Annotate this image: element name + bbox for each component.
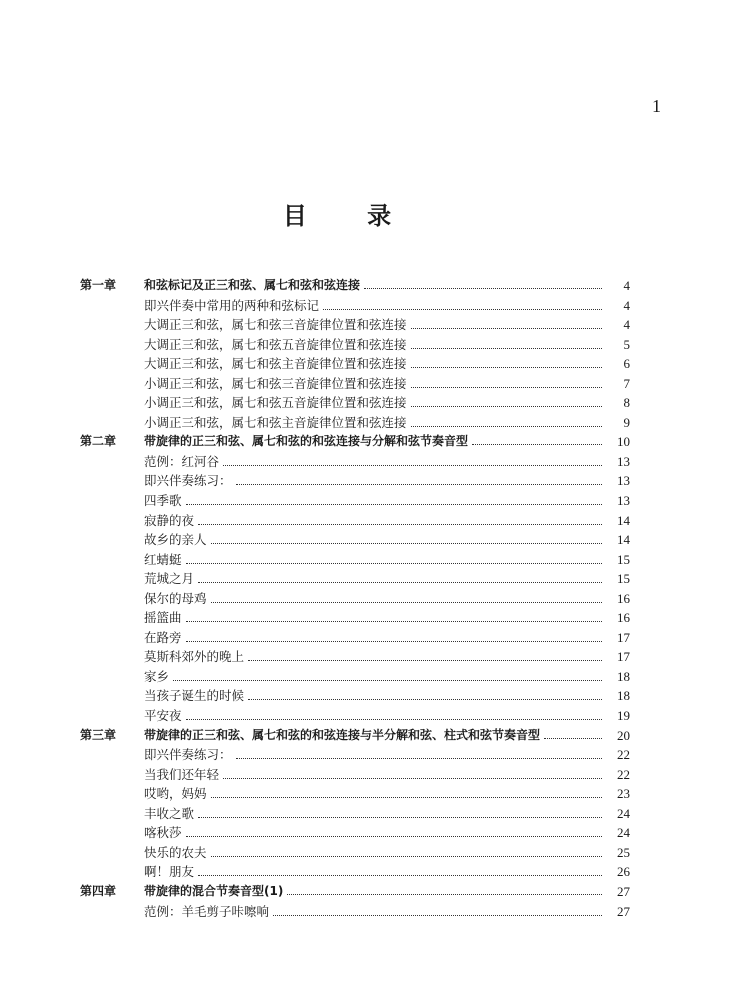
table-of-contents bbox=[80, 276, 630, 921]
page-ref: 7 bbox=[623, 375, 630, 391]
entry-title: 即兴伴奏中常用的两种和弦标记 bbox=[144, 297, 320, 313]
dot-leader bbox=[198, 582, 602, 583]
page-ref: 19 bbox=[617, 708, 630, 724]
toc-entry bbox=[144, 511, 602, 531]
chapter-label: 第四章 bbox=[80, 883, 117, 898]
dot-leader bbox=[186, 836, 602, 837]
toc-entry-row bbox=[80, 608, 630, 628]
page-ref: 16 bbox=[617, 610, 630, 626]
toc-entry-row bbox=[80, 550, 630, 570]
dot-leader bbox=[411, 406, 602, 407]
dot-leader bbox=[248, 699, 602, 700]
toc-entry bbox=[144, 765, 602, 785]
chapter-title: 带旋律的正三和弦、属七和弦的和弦连接与分解和弦节奏音型 bbox=[144, 434, 469, 449]
entry-title: 快乐的农夫 bbox=[144, 844, 207, 860]
page-ref: 22 bbox=[617, 747, 630, 763]
dot-leader bbox=[211, 856, 602, 857]
dot-leader bbox=[186, 563, 602, 564]
toc-chapter-row bbox=[80, 432, 630, 452]
page-ref: 18 bbox=[617, 688, 630, 704]
toc-entry bbox=[144, 686, 602, 706]
toc-entry bbox=[144, 667, 602, 687]
entry-title: 即兴伴奏练习： bbox=[144, 473, 232, 489]
toc-entry-row bbox=[80, 393, 630, 413]
toc-entry-row bbox=[80, 784, 630, 804]
entry-title: 喀秋莎 bbox=[144, 825, 182, 841]
toc-entry-row bbox=[80, 491, 630, 511]
entry-title: 即兴伴奏练习： bbox=[144, 747, 232, 763]
entry-title: 大调正三和弦，属七和弦三音旋律位置和弦连接 bbox=[144, 317, 407, 333]
entry-title: 故乡的亲人 bbox=[144, 532, 207, 548]
toc-entry bbox=[144, 823, 602, 843]
toc-chapter-row bbox=[80, 882, 630, 902]
toc-entry-row bbox=[80, 843, 630, 863]
toc-entry-row bbox=[80, 315, 630, 335]
dot-leader bbox=[411, 426, 602, 427]
toc-entry-row bbox=[80, 902, 630, 922]
entry-title: 家乡 bbox=[144, 668, 170, 684]
toc-chapter-row bbox=[80, 726, 630, 746]
toc-entry-row bbox=[80, 804, 630, 824]
toc-entry-row bbox=[80, 530, 630, 550]
dot-leader bbox=[186, 621, 602, 622]
toc-entry bbox=[144, 862, 602, 882]
toc-entry bbox=[144, 647, 602, 667]
toc-entry bbox=[144, 413, 602, 433]
toc-entry bbox=[144, 550, 602, 570]
entry-title: 在路旁 bbox=[144, 629, 182, 645]
toc-entry-row bbox=[80, 862, 630, 882]
toc-entry bbox=[144, 432, 602, 452]
toc-entry-row bbox=[80, 667, 630, 687]
dot-leader bbox=[223, 778, 602, 779]
page-ref: 17 bbox=[617, 649, 630, 665]
chapter-label: 第二章 bbox=[80, 434, 117, 449]
page-ref: 20 bbox=[617, 727, 630, 743]
entry-title: 小调正三和弦，属七和弦三音旋律位置和弦连接 bbox=[144, 375, 407, 391]
page-title: 目 录 bbox=[282, 202, 418, 230]
page-ref: 18 bbox=[617, 668, 630, 684]
page-ref: 24 bbox=[617, 825, 630, 841]
toc-entry bbox=[144, 726, 602, 746]
page-ref: 27 bbox=[617, 883, 630, 899]
page-ref: 10 bbox=[617, 434, 630, 450]
dot-leader bbox=[186, 504, 602, 505]
toc-entry bbox=[144, 843, 602, 863]
toc-entry bbox=[144, 745, 602, 765]
entry-title: 范例：羊毛剪子咔嚓响 bbox=[144, 903, 270, 919]
entry-title: 小调正三和弦，属七和弦主音旋律位置和弦连接 bbox=[144, 414, 407, 430]
page-ref: 13 bbox=[617, 493, 630, 509]
toc-entry bbox=[144, 784, 602, 804]
toc-entry bbox=[144, 706, 602, 726]
dot-leader bbox=[323, 309, 602, 310]
page-ref: 14 bbox=[617, 532, 630, 548]
toc-entry-row bbox=[80, 374, 630, 394]
entry-title: 保尔的母鸡 bbox=[144, 590, 207, 606]
dot-leader bbox=[273, 915, 602, 916]
toc-entry bbox=[144, 374, 602, 394]
toc-chapter-row bbox=[80, 276, 630, 296]
page-ref: 4 bbox=[623, 297, 630, 313]
page-ref: 27 bbox=[617, 903, 630, 919]
toc-entry bbox=[144, 335, 602, 355]
toc-entry-row bbox=[80, 628, 630, 648]
entry-title: 当孩子诞生的时候 bbox=[144, 688, 245, 704]
dot-leader bbox=[364, 288, 602, 289]
dot-leader bbox=[248, 660, 602, 661]
page-ref: 4 bbox=[623, 278, 630, 293]
dot-leader bbox=[186, 641, 602, 642]
dot-leader bbox=[287, 894, 602, 895]
dot-leader bbox=[236, 758, 602, 759]
entry-title: 小调正三和弦，属七和弦五音旋律位置和弦连接 bbox=[144, 395, 407, 411]
toc-entry bbox=[144, 491, 602, 511]
dot-leader bbox=[411, 348, 602, 349]
entry-title: 摇篮曲 bbox=[144, 610, 182, 626]
dot-leader bbox=[198, 817, 602, 818]
toc-entry bbox=[144, 589, 602, 609]
toc-entry bbox=[144, 608, 602, 628]
entry-title: 哎哟，妈妈 bbox=[144, 786, 207, 802]
toc-entry-row bbox=[80, 452, 630, 472]
page-ref: 23 bbox=[617, 786, 630, 802]
toc-entry-row bbox=[80, 765, 630, 785]
toc-entry bbox=[144, 530, 602, 550]
entry-title: 莫斯科郊外的晚上 bbox=[144, 649, 245, 665]
toc-entry-row bbox=[80, 589, 630, 609]
toc-entry-row bbox=[80, 335, 630, 355]
page-ref: 15 bbox=[617, 571, 630, 587]
dot-leader bbox=[411, 387, 602, 388]
toc-entry-row bbox=[80, 569, 630, 589]
page-ref: 22 bbox=[617, 766, 630, 782]
entry-title: 寂静的夜 bbox=[144, 512, 195, 528]
toc-entry bbox=[144, 804, 602, 824]
entry-title: 啊！朋友 bbox=[144, 864, 195, 880]
page-ref: 17 bbox=[617, 629, 630, 645]
entry-title: 四季歌 bbox=[144, 493, 182, 509]
dot-leader bbox=[211, 797, 602, 798]
dot-leader bbox=[211, 602, 602, 603]
entry-title: 大调正三和弦，属七和弦五音旋律位置和弦连接 bbox=[144, 336, 407, 352]
page-ref: 13 bbox=[617, 473, 630, 489]
page-ref: 6 bbox=[623, 356, 630, 372]
page-ref: 25 bbox=[617, 844, 630, 860]
dot-leader bbox=[411, 328, 602, 329]
page-ref: 13 bbox=[617, 453, 630, 469]
entry-title: 大调正三和弦，属七和弦主音旋律位置和弦连接 bbox=[144, 356, 407, 372]
toc-entry bbox=[144, 296, 602, 316]
toc-entry-row bbox=[80, 296, 630, 316]
page-ref: 8 bbox=[623, 395, 630, 411]
entry-title: 荒城之月 bbox=[144, 571, 195, 587]
dot-leader bbox=[411, 367, 602, 368]
toc-entry bbox=[144, 882, 602, 902]
toc-entry bbox=[144, 628, 602, 648]
dot-leader bbox=[186, 719, 602, 720]
dot-leader bbox=[198, 524, 602, 525]
dot-leader bbox=[223, 465, 602, 466]
chapter-label: 第三章 bbox=[80, 727, 117, 742]
chapter-title: 带旋律的正三和弦、属七和弦的和弦连接与半分解和弦、柱式和弦节奏音型 bbox=[144, 727, 541, 742]
dot-leader bbox=[236, 484, 602, 485]
toc-entry bbox=[144, 315, 602, 335]
entry-title: 红蜻蜓 bbox=[144, 551, 182, 567]
dot-leader bbox=[198, 875, 602, 876]
toc-entry bbox=[144, 902, 602, 922]
page-ref: 24 bbox=[617, 805, 630, 821]
toc-entry-row bbox=[80, 686, 630, 706]
page-ref: 4 bbox=[623, 317, 630, 333]
entry-title: 当我们还年轻 bbox=[144, 766, 220, 782]
chapter-title: 带旋律的混合节奏音型(1) bbox=[144, 883, 284, 898]
toc-entry-row bbox=[80, 706, 630, 726]
chapter-title: 和弦标记及正三和弦、属七和弦和弦连接 bbox=[144, 278, 361, 292]
dot-leader bbox=[173, 680, 602, 681]
entry-title: 平安夜 bbox=[144, 708, 182, 724]
toc-entry-row bbox=[80, 511, 630, 531]
toc-entry bbox=[144, 471, 602, 491]
toc-entry-row bbox=[80, 647, 630, 667]
toc-entry-row bbox=[80, 745, 630, 765]
toc-entry bbox=[144, 276, 602, 296]
chapter-label: 第一章 bbox=[80, 278, 117, 292]
toc-entry bbox=[144, 569, 602, 589]
toc-entry-row bbox=[80, 354, 630, 374]
page-ref: 26 bbox=[617, 864, 630, 880]
page-number: 1 bbox=[652, 96, 661, 116]
page-ref: 5 bbox=[623, 336, 630, 352]
dot-leader bbox=[472, 444, 602, 445]
toc-entry bbox=[144, 452, 602, 472]
page-ref: 15 bbox=[617, 551, 630, 567]
dot-leader bbox=[211, 543, 602, 544]
page-ref: 14 bbox=[617, 512, 630, 528]
toc-entry bbox=[144, 393, 602, 413]
page-ref: 9 bbox=[623, 414, 630, 430]
entry-title: 范例：红河谷 bbox=[144, 453, 220, 469]
toc-entry-row bbox=[80, 471, 630, 491]
dot-leader bbox=[544, 738, 602, 739]
page-ref: 16 bbox=[617, 590, 630, 606]
toc-entry-row bbox=[80, 823, 630, 843]
entry-title: 丰收之歌 bbox=[144, 805, 195, 821]
toc-entry-row bbox=[80, 413, 630, 433]
toc-entry bbox=[144, 354, 602, 374]
